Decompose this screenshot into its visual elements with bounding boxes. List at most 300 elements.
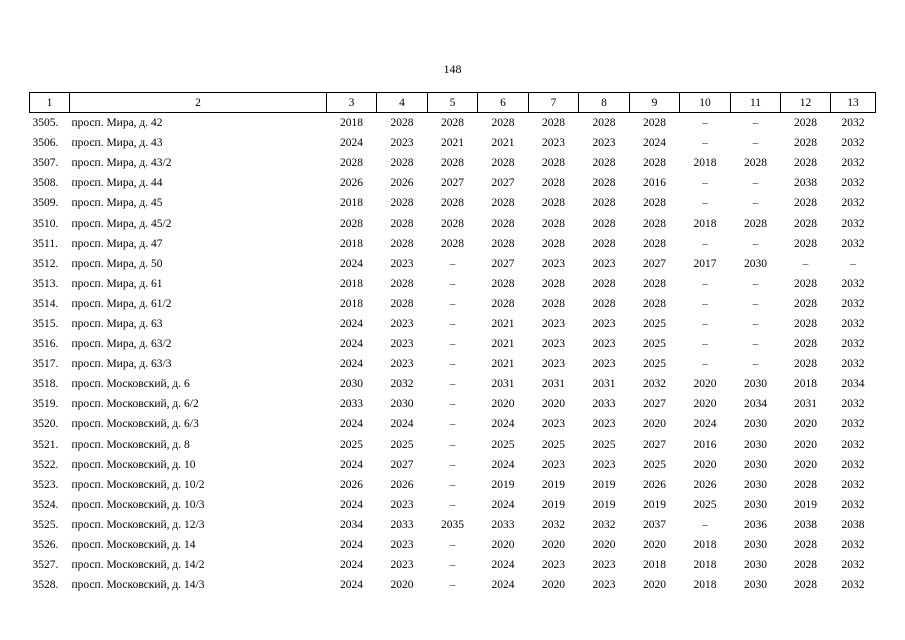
table-row <box>30 173 876 193</box>
year-cell: 2016 <box>643 177 666 190</box>
year-cell: 2028 <box>491 157 515 170</box>
year-cell: 2028 <box>643 237 666 250</box>
address-cell: просп. Мира, д. 61/2 <box>71 297 172 310</box>
year-cell: 2032 <box>841 297 865 310</box>
year-cell: 2021 <box>491 358 515 371</box>
address-cell: просп. Мира, д. 45 <box>71 197 163 210</box>
year-cell: 2033 <box>390 518 414 531</box>
column-header-9: 9 <box>630 93 680 113</box>
year-cell: 2032 <box>841 418 865 431</box>
year-cell: 2024 <box>340 559 363 572</box>
year-cell: 2028 <box>794 579 817 592</box>
year-cell: 2030 <box>744 579 767 592</box>
year-cell: 2019 <box>542 498 565 511</box>
year-cell: 2024 <box>693 418 717 431</box>
year-cell: 2028 <box>744 157 767 170</box>
table-row <box>30 153 876 173</box>
year-cell: 2019 <box>491 478 515 491</box>
row-number: 3526. <box>32 539 59 552</box>
year-cell: 2028 <box>491 217 515 230</box>
row-number: 3525. <box>32 518 59 531</box>
column-header-4: 4 <box>377 93 428 113</box>
year-cell: 2032 <box>841 358 865 371</box>
table-row <box>30 475 876 495</box>
year-cell: 2028 <box>744 217 767 230</box>
year-cell: 2028 <box>643 277 666 290</box>
year-cell: 2024 <box>340 579 363 592</box>
year-cell: 2032 <box>390 378 414 391</box>
year-cell: 2028 <box>794 317 817 330</box>
year-cell: 2023 <box>592 317 616 330</box>
year-cell: 2020 <box>390 579 414 592</box>
row-number: 3519. <box>32 398 59 411</box>
table-row <box>30 294 876 314</box>
year-cell: 2016 <box>693 438 717 451</box>
year-cell: 2028 <box>491 297 515 310</box>
year-cell: – <box>702 137 708 150</box>
address-cell: просп. Мира, д. 47 <box>71 237 163 250</box>
row-number: 3520. <box>32 418 59 431</box>
table-body <box>30 113 876 596</box>
year-cell: – <box>702 358 708 371</box>
year-cell: – <box>702 317 708 330</box>
address-cell: просп. Московский, д. 10/3 <box>71 498 205 511</box>
year-cell: 2032 <box>841 277 865 290</box>
table-row <box>30 555 876 575</box>
table-row <box>30 354 876 374</box>
address-cell: просп. Мира, д. 63/3 <box>71 358 172 371</box>
year-cell: 2023 <box>390 137 414 150</box>
year-cell: 2028 <box>491 237 515 250</box>
year-cell: 2032 <box>643 378 666 391</box>
year-cell: 2018 <box>693 559 717 572</box>
year-cell: 2025 <box>643 317 666 330</box>
year-cell: 2028 <box>794 358 817 371</box>
year-cell: 2023 <box>390 338 414 351</box>
year-cell: 2038 <box>794 177 817 190</box>
year-cell: 2032 <box>841 539 865 552</box>
table-row <box>30 334 876 354</box>
table-row <box>30 414 876 434</box>
row-number: 3523. <box>32 478 59 491</box>
year-cell: 2028 <box>794 338 817 351</box>
year-cell: 2034 <box>841 378 865 391</box>
row-number: 3515. <box>32 317 59 330</box>
year-cell: 2023 <box>592 257 616 270</box>
year-cell: – <box>752 197 759 210</box>
year-cell: 2026 <box>693 478 717 491</box>
year-cell: – <box>449 478 456 491</box>
year-cell: 2028 <box>390 197 414 210</box>
year-cell: 2024 <box>340 338 363 351</box>
address-cell: просп. Московский, д. 6/2 <box>71 398 199 411</box>
table-row <box>30 515 876 535</box>
year-cell: 2019 <box>592 498 616 511</box>
year-cell: 2032 <box>841 478 865 491</box>
year-cell: 2028 <box>441 157 464 170</box>
year-cell: – <box>702 197 708 210</box>
table-row <box>30 455 876 475</box>
column-header-2: 2 <box>70 93 327 113</box>
year-cell: 2038 <box>794 518 817 531</box>
year-cell: – <box>449 277 456 290</box>
year-cell: 2028 <box>542 217 565 230</box>
year-cell: – <box>449 559 456 572</box>
year-cell: 2028 <box>794 277 817 290</box>
year-cell: 2035 <box>441 518 464 531</box>
year-cell: 2023 <box>542 317 565 330</box>
address-cell: просп. Мира, д. 63 <box>71 317 163 330</box>
year-cell: 2019 <box>592 478 616 491</box>
row-number: 3505. <box>32 117 59 130</box>
year-cell: 2018 <box>340 237 363 250</box>
year-cell: – <box>702 297 708 310</box>
year-cell: 2033 <box>340 398 363 411</box>
year-cell: 2036 <box>744 518 767 531</box>
year-cell: – <box>752 137 759 150</box>
year-cell: 2032 <box>841 317 865 330</box>
year-cell: 2032 <box>841 559 865 572</box>
table-row <box>30 133 876 153</box>
address-cell: просп. Мира, д. 43 <box>71 137 163 150</box>
year-cell: – <box>449 378 456 391</box>
year-cell: 2024 <box>340 137 363 150</box>
year-cell: 2028 <box>643 297 666 310</box>
year-cell: 2024 <box>491 559 515 572</box>
column-header-12: 12 <box>781 93 831 113</box>
year-cell: 2032 <box>841 237 865 250</box>
address-cell: просп. Мира, д. 42 <box>71 117 163 130</box>
year-cell: 2025 <box>491 438 515 451</box>
year-cell: 2018 <box>693 539 717 552</box>
column-header-8: 8 <box>579 93 630 113</box>
year-cell: – <box>449 418 456 431</box>
year-cell: – <box>752 297 759 310</box>
year-cell: 2023 <box>592 579 616 592</box>
year-cell: – <box>752 358 759 371</box>
year-cell: – <box>449 539 456 552</box>
year-cell: 2027 <box>441 177 464 190</box>
year-cell: 2028 <box>542 177 565 190</box>
year-cell: 2025 <box>542 438 565 451</box>
year-cell: 2023 <box>390 257 414 270</box>
year-cell: 2028 <box>794 237 817 250</box>
year-cell: 2023 <box>542 137 565 150</box>
year-cell: 2025 <box>643 458 666 471</box>
year-cell: 2017 <box>693 257 717 270</box>
year-cell: 2023 <box>542 338 565 351</box>
data-table <box>29 92 876 595</box>
table-row <box>30 535 876 555</box>
year-cell: 2023 <box>542 458 565 471</box>
year-cell: 2026 <box>643 478 666 491</box>
year-cell: 2021 <box>441 137 464 150</box>
year-cell: 2024 <box>340 257 363 270</box>
year-cell: 2028 <box>794 539 817 552</box>
year-cell: 2026 <box>340 478 363 491</box>
year-cell: – <box>702 237 708 250</box>
year-cell: 2024 <box>340 498 363 511</box>
year-cell: 2028 <box>340 157 363 170</box>
year-cell: 2028 <box>592 277 616 290</box>
column-header-3: 3 <box>327 93 377 113</box>
address-cell: просп. Московский, д. 8 <box>71 438 190 451</box>
year-cell: 2028 <box>794 117 817 130</box>
year-cell: 2031 <box>542 378 565 391</box>
year-cell: 2018 <box>340 297 363 310</box>
year-cell: 2028 <box>390 237 414 250</box>
row-number: 3524. <box>32 498 59 511</box>
year-cell: 2018 <box>340 117 363 130</box>
year-cell: 2020 <box>491 398 515 411</box>
year-cell: 2028 <box>390 277 414 290</box>
year-cell: 2024 <box>340 317 363 330</box>
year-cell: – <box>449 358 456 371</box>
row-number: 3527. <box>32 559 59 572</box>
year-cell: – <box>702 277 708 290</box>
row-number: 3511. <box>32 237 58 250</box>
year-cell: 2030 <box>744 257 767 270</box>
year-cell: 2024 <box>340 458 363 471</box>
year-cell: 2028 <box>441 237 464 250</box>
year-cell: 2020 <box>693 378 717 391</box>
year-cell: 2031 <box>794 398 817 411</box>
year-cell: 2020 <box>542 398 565 411</box>
year-cell: – <box>449 297 456 310</box>
column-header-10: 10 <box>680 93 731 113</box>
year-cell: 2028 <box>542 237 565 250</box>
row-number: 3528. <box>32 579 59 592</box>
table-row <box>30 435 876 455</box>
table-row <box>30 374 876 394</box>
year-cell: 2032 <box>841 498 865 511</box>
table-row <box>30 314 876 334</box>
year-cell: 2028 <box>340 217 363 230</box>
year-cell: 2032 <box>841 177 865 190</box>
year-cell: 2020 <box>592 539 616 552</box>
year-cell: 2018 <box>693 217 717 230</box>
year-cell: – <box>449 317 456 330</box>
year-cell: 2024 <box>491 418 515 431</box>
header-row <box>30 93 876 113</box>
year-cell: 2020 <box>794 418 817 431</box>
year-cell: 2018 <box>693 579 717 592</box>
year-cell: 2030 <box>390 398 414 411</box>
year-cell: 2032 <box>841 197 865 210</box>
year-cell: – <box>449 257 456 270</box>
year-cell: 2023 <box>592 418 616 431</box>
row-number: 3517. <box>32 358 59 371</box>
year-cell: 2028 <box>441 117 464 130</box>
year-cell: 2028 <box>794 478 817 491</box>
address-cell: просп. Московский, д. 6 <box>71 378 190 391</box>
year-cell: 2025 <box>643 338 666 351</box>
year-cell: 2028 <box>794 217 817 230</box>
address-cell: просп. Московский, д. 14 <box>71 539 196 552</box>
year-cell: 2026 <box>340 177 363 190</box>
year-cell: 2020 <box>643 579 666 592</box>
table-row <box>30 254 876 274</box>
year-cell: – <box>449 498 456 511</box>
year-cell: 2032 <box>592 518 616 531</box>
table-row <box>30 193 876 213</box>
year-cell: 2028 <box>542 297 565 310</box>
year-cell: 2026 <box>390 177 414 190</box>
year-cell: 2034 <box>744 398 767 411</box>
year-cell: 2023 <box>542 559 565 572</box>
year-cell: 2019 <box>643 498 666 511</box>
year-cell: 2024 <box>643 137 666 150</box>
year-cell: 2027 <box>390 458 414 471</box>
year-cell: 2030 <box>744 498 767 511</box>
row-number: 3516. <box>32 338 59 351</box>
year-cell: – <box>702 177 708 190</box>
year-cell: 2032 <box>542 518 565 531</box>
year-cell: – <box>449 579 456 592</box>
year-cell: 2034 <box>340 518 363 531</box>
year-cell: 2021 <box>491 137 515 150</box>
year-cell: 2023 <box>592 137 616 150</box>
year-cell: 2019 <box>794 498 817 511</box>
address-cell: просп. Московский, д. 10 <box>71 458 196 471</box>
year-cell: 2028 <box>441 197 464 210</box>
year-cell: 2028 <box>592 297 616 310</box>
table-row <box>30 234 876 254</box>
year-cell: 2020 <box>643 539 666 552</box>
year-cell: 2032 <box>841 217 865 230</box>
address-cell: просп. Мира, д. 43/2 <box>71 157 172 170</box>
year-cell: 2024 <box>491 498 515 511</box>
year-cell: 2033 <box>491 518 515 531</box>
address-cell: просп. Московский, д. 6/3 <box>71 418 199 431</box>
year-cell: 2024 <box>340 358 363 371</box>
year-cell: – <box>449 438 456 451</box>
year-cell: 2023 <box>542 418 565 431</box>
row-number: 3512. <box>32 257 59 270</box>
address-cell: просп. Московский, д. 10/2 <box>71 478 205 491</box>
year-cell: 2023 <box>592 559 616 572</box>
table-row <box>30 213 876 233</box>
year-cell: 2024 <box>340 418 363 431</box>
year-cell: 2033 <box>592 398 616 411</box>
year-cell: 2020 <box>643 418 666 431</box>
year-cell: 2027 <box>643 438 666 451</box>
year-cell: – <box>702 338 708 351</box>
year-cell: 2028 <box>390 117 414 130</box>
table-row <box>30 113 876 134</box>
year-cell: 2023 <box>390 559 414 572</box>
year-cell: 2032 <box>841 157 865 170</box>
address-cell: просп. Мира, д. 61 <box>71 277 163 290</box>
year-cell: 2028 <box>390 217 414 230</box>
year-cell: – <box>752 338 759 351</box>
column-header-13: 13 <box>831 93 876 113</box>
year-cell: 2028 <box>592 117 616 130</box>
year-cell: 2028 <box>643 117 666 130</box>
year-cell: 2032 <box>841 398 865 411</box>
year-cell: 2027 <box>643 257 666 270</box>
address-cell: просп. Московский, д. 14/3 <box>71 579 205 592</box>
year-cell: 2020 <box>491 539 515 552</box>
row-number: 3510. <box>32 217 59 230</box>
year-cell: 2028 <box>592 177 616 190</box>
year-cell: – <box>802 257 809 270</box>
row-number: 3513. <box>32 277 59 290</box>
year-cell: 2021 <box>491 317 515 330</box>
column-header-5: 5 <box>428 93 478 113</box>
year-cell: 2018 <box>794 378 817 391</box>
year-cell: – <box>752 277 759 290</box>
year-cell: 2028 <box>542 197 565 210</box>
year-cell: 2028 <box>491 277 515 290</box>
year-cell: 2028 <box>794 559 817 572</box>
year-cell: – <box>752 317 759 330</box>
year-cell: 2028 <box>542 157 565 170</box>
year-cell: 2028 <box>491 117 515 130</box>
year-cell: 2023 <box>542 257 565 270</box>
year-cell: 2028 <box>390 157 414 170</box>
row-number: 3518. <box>32 378 59 391</box>
address-cell: просп. Московский, д. 12/3 <box>71 518 205 531</box>
table-row <box>30 575 876 595</box>
year-cell: 2025 <box>693 498 717 511</box>
year-cell: 2023 <box>390 317 414 330</box>
year-cell: 2028 <box>794 197 817 210</box>
year-cell: 2020 <box>693 458 717 471</box>
year-cell: 2026 <box>390 478 414 491</box>
year-cell: 2030 <box>744 478 767 491</box>
year-cell: 2028 <box>390 297 414 310</box>
year-cell: 2018 <box>643 559 666 572</box>
year-cell: 2020 <box>542 579 565 592</box>
year-cell: – <box>850 257 856 270</box>
year-cell: 2028 <box>592 157 616 170</box>
year-cell: 2023 <box>542 358 565 371</box>
table-row <box>30 394 876 414</box>
year-cell: 2032 <box>841 579 865 592</box>
year-cell: 2024 <box>340 539 363 552</box>
year-cell: 2018 <box>340 277 363 290</box>
year-cell: 2030 <box>744 378 767 391</box>
year-cell: 2024 <box>390 418 414 431</box>
year-cell: 2028 <box>592 197 616 210</box>
year-cell: 2023 <box>592 338 616 351</box>
address-cell: просп. Мира, д. 45/2 <box>71 217 172 230</box>
year-cell: – <box>449 338 456 351</box>
year-cell: 2028 <box>592 217 616 230</box>
column-header-1: 1 <box>30 93 70 113</box>
row-number: 3508. <box>32 177 59 190</box>
year-cell: 2025 <box>340 438 363 451</box>
year-cell: 2028 <box>491 197 515 210</box>
table-row <box>30 495 876 515</box>
year-cell: 2030 <box>744 539 767 552</box>
row-number: 3506. <box>32 137 59 150</box>
year-cell: 2025 <box>390 438 414 451</box>
row-number: 3509. <box>32 197 59 210</box>
year-cell: – <box>449 398 456 411</box>
year-cell: – <box>752 237 759 250</box>
year-cell: 2032 <box>841 338 865 351</box>
year-cell: 2028 <box>643 197 666 210</box>
year-cell: 2031 <box>592 378 616 391</box>
year-cell: 2030 <box>744 438 767 451</box>
year-cell: 2028 <box>542 117 565 130</box>
address-cell: просп. Мира, д. 50 <box>71 257 163 270</box>
year-cell: – <box>702 117 708 130</box>
year-cell: 2024 <box>491 458 515 471</box>
year-cell: 2028 <box>794 137 817 150</box>
